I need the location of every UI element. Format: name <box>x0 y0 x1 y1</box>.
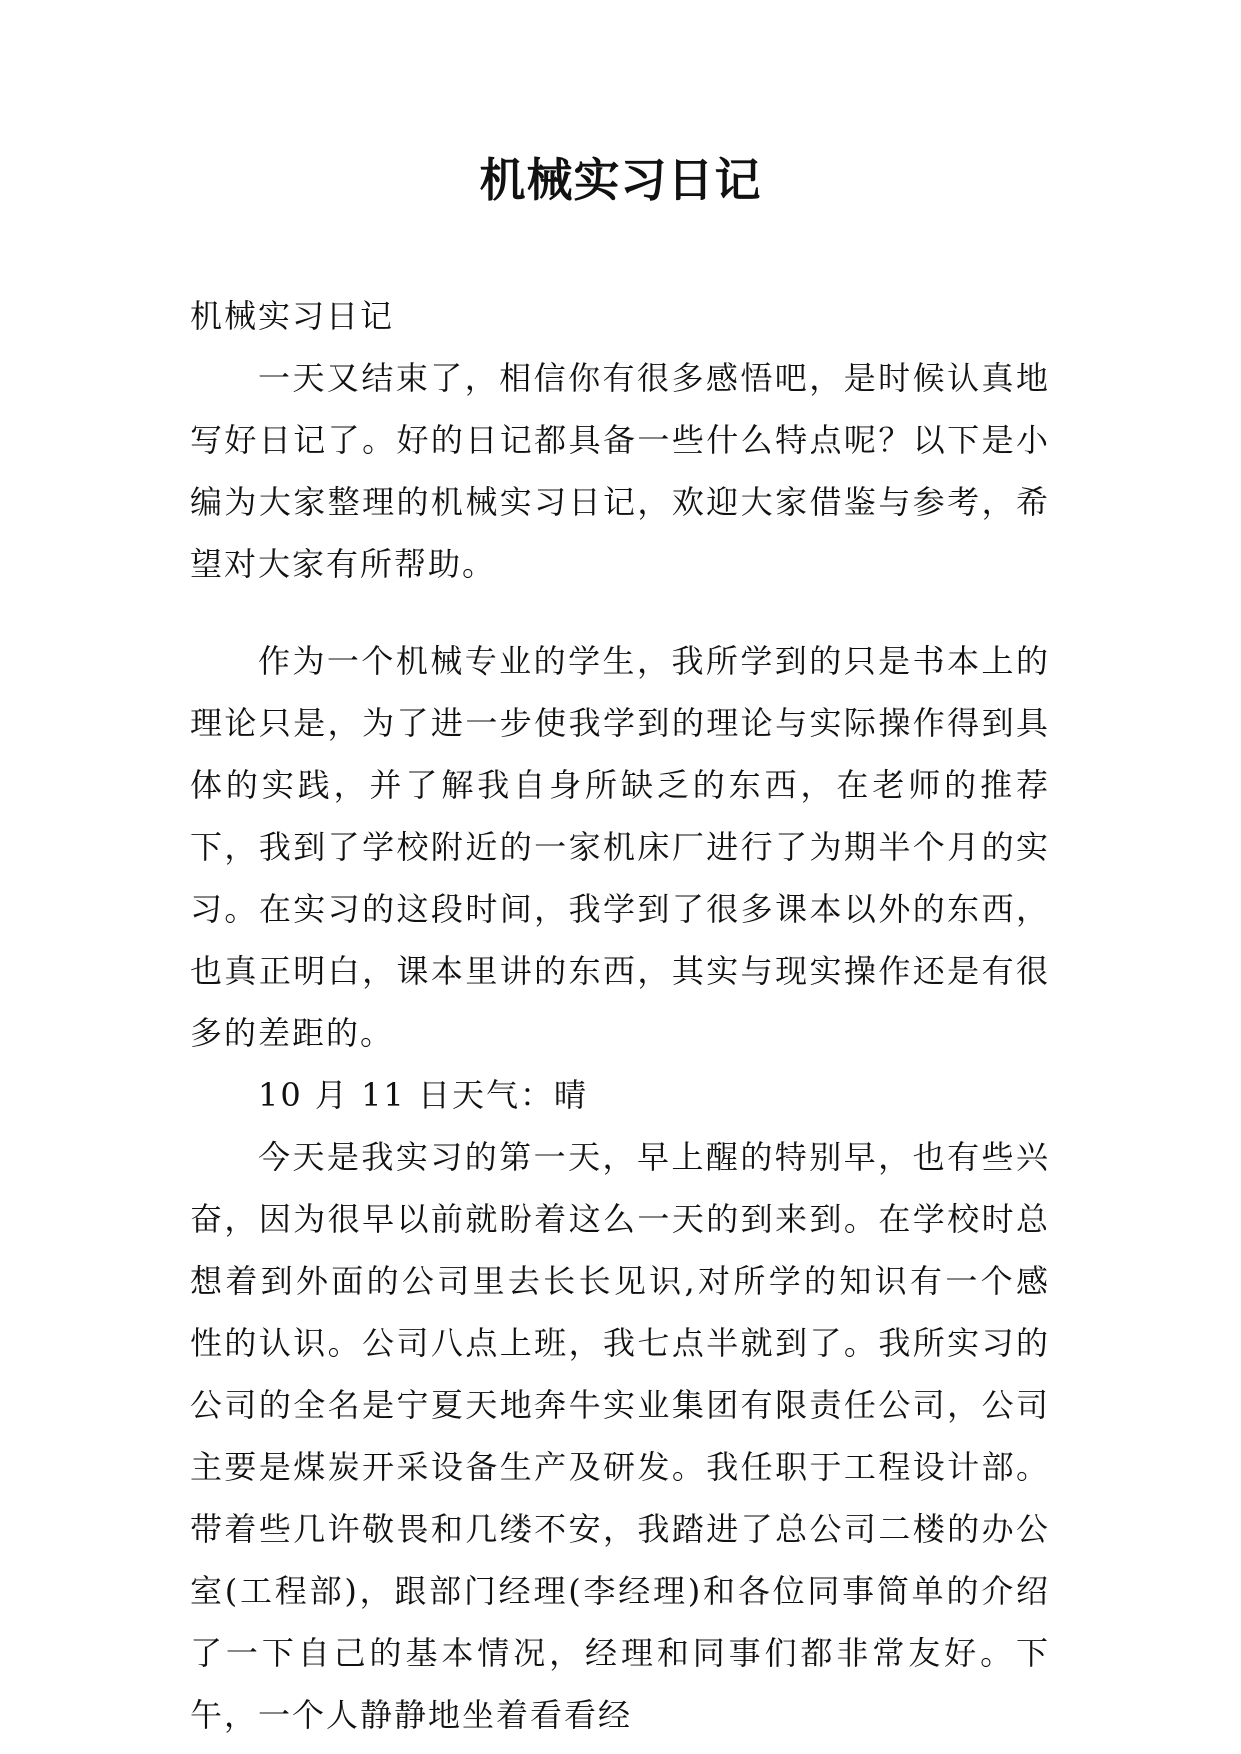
document-title: 机械实习日记 <box>479 153 762 207</box>
intro-section <box>190 285 1050 595</box>
document-subtitle: 机械实习日记 <box>190 297 395 335</box>
body-paragraph-2: 今天是我实习的第一天，早上醒的特别早，也有些兴奋，因为很早以前就盼着这么一天的到来到。在学校时总想着到外面的公司里去长长见识,对所学的知识有一个感性的认识。公司八点上班，我七点半就到了。我所实习的公司的全名是宁夏天地奔牛实业集团有限责任公司，公司主要是煤炭开采设备生产及研发。我任职于工程设计部。带着些几许敬畏和几缕不安，我踏进了总公司二楼的办公室(工程部)，跟部门经理(李经理)和各位同事简单的介绍了一下自己的基本情况，经理和同事们都非常友好。下午，一个人静静地坐着看看经 <box>190 1138 1050 1734</box>
intro-paragraph: 一天又结束了，相信你有很多感悟吧，是时候认真地写好日记了。好的日记都具备一些什么特点呢？以下是小编为大家整理的机械实习日记，欢迎大家借鉴与参考，希望对大家有所帮助。 <box>190 359 1050 583</box>
body-paragraph-1: 作为一个机械专业的学生，我所学到的只是书本上的理论只是，为了进一步使我学到的理论与实际操作得到具体的实践，并了解我自身所缺乏的东西，在老师的推荐下，我到了学校附近的一家机床厂进行了为期半个月的实习。在实习的这段时间，我学到了很多课本以外的东西，也真正明白，课本里讲的东西，其实与现实操作还是有很多的差距的。 <box>190 642 1050 1052</box>
diary-date-weather: 10 月 11 日天气：晴 <box>258 1076 588 1114</box>
diary-section <box>190 630 1050 1746</box>
